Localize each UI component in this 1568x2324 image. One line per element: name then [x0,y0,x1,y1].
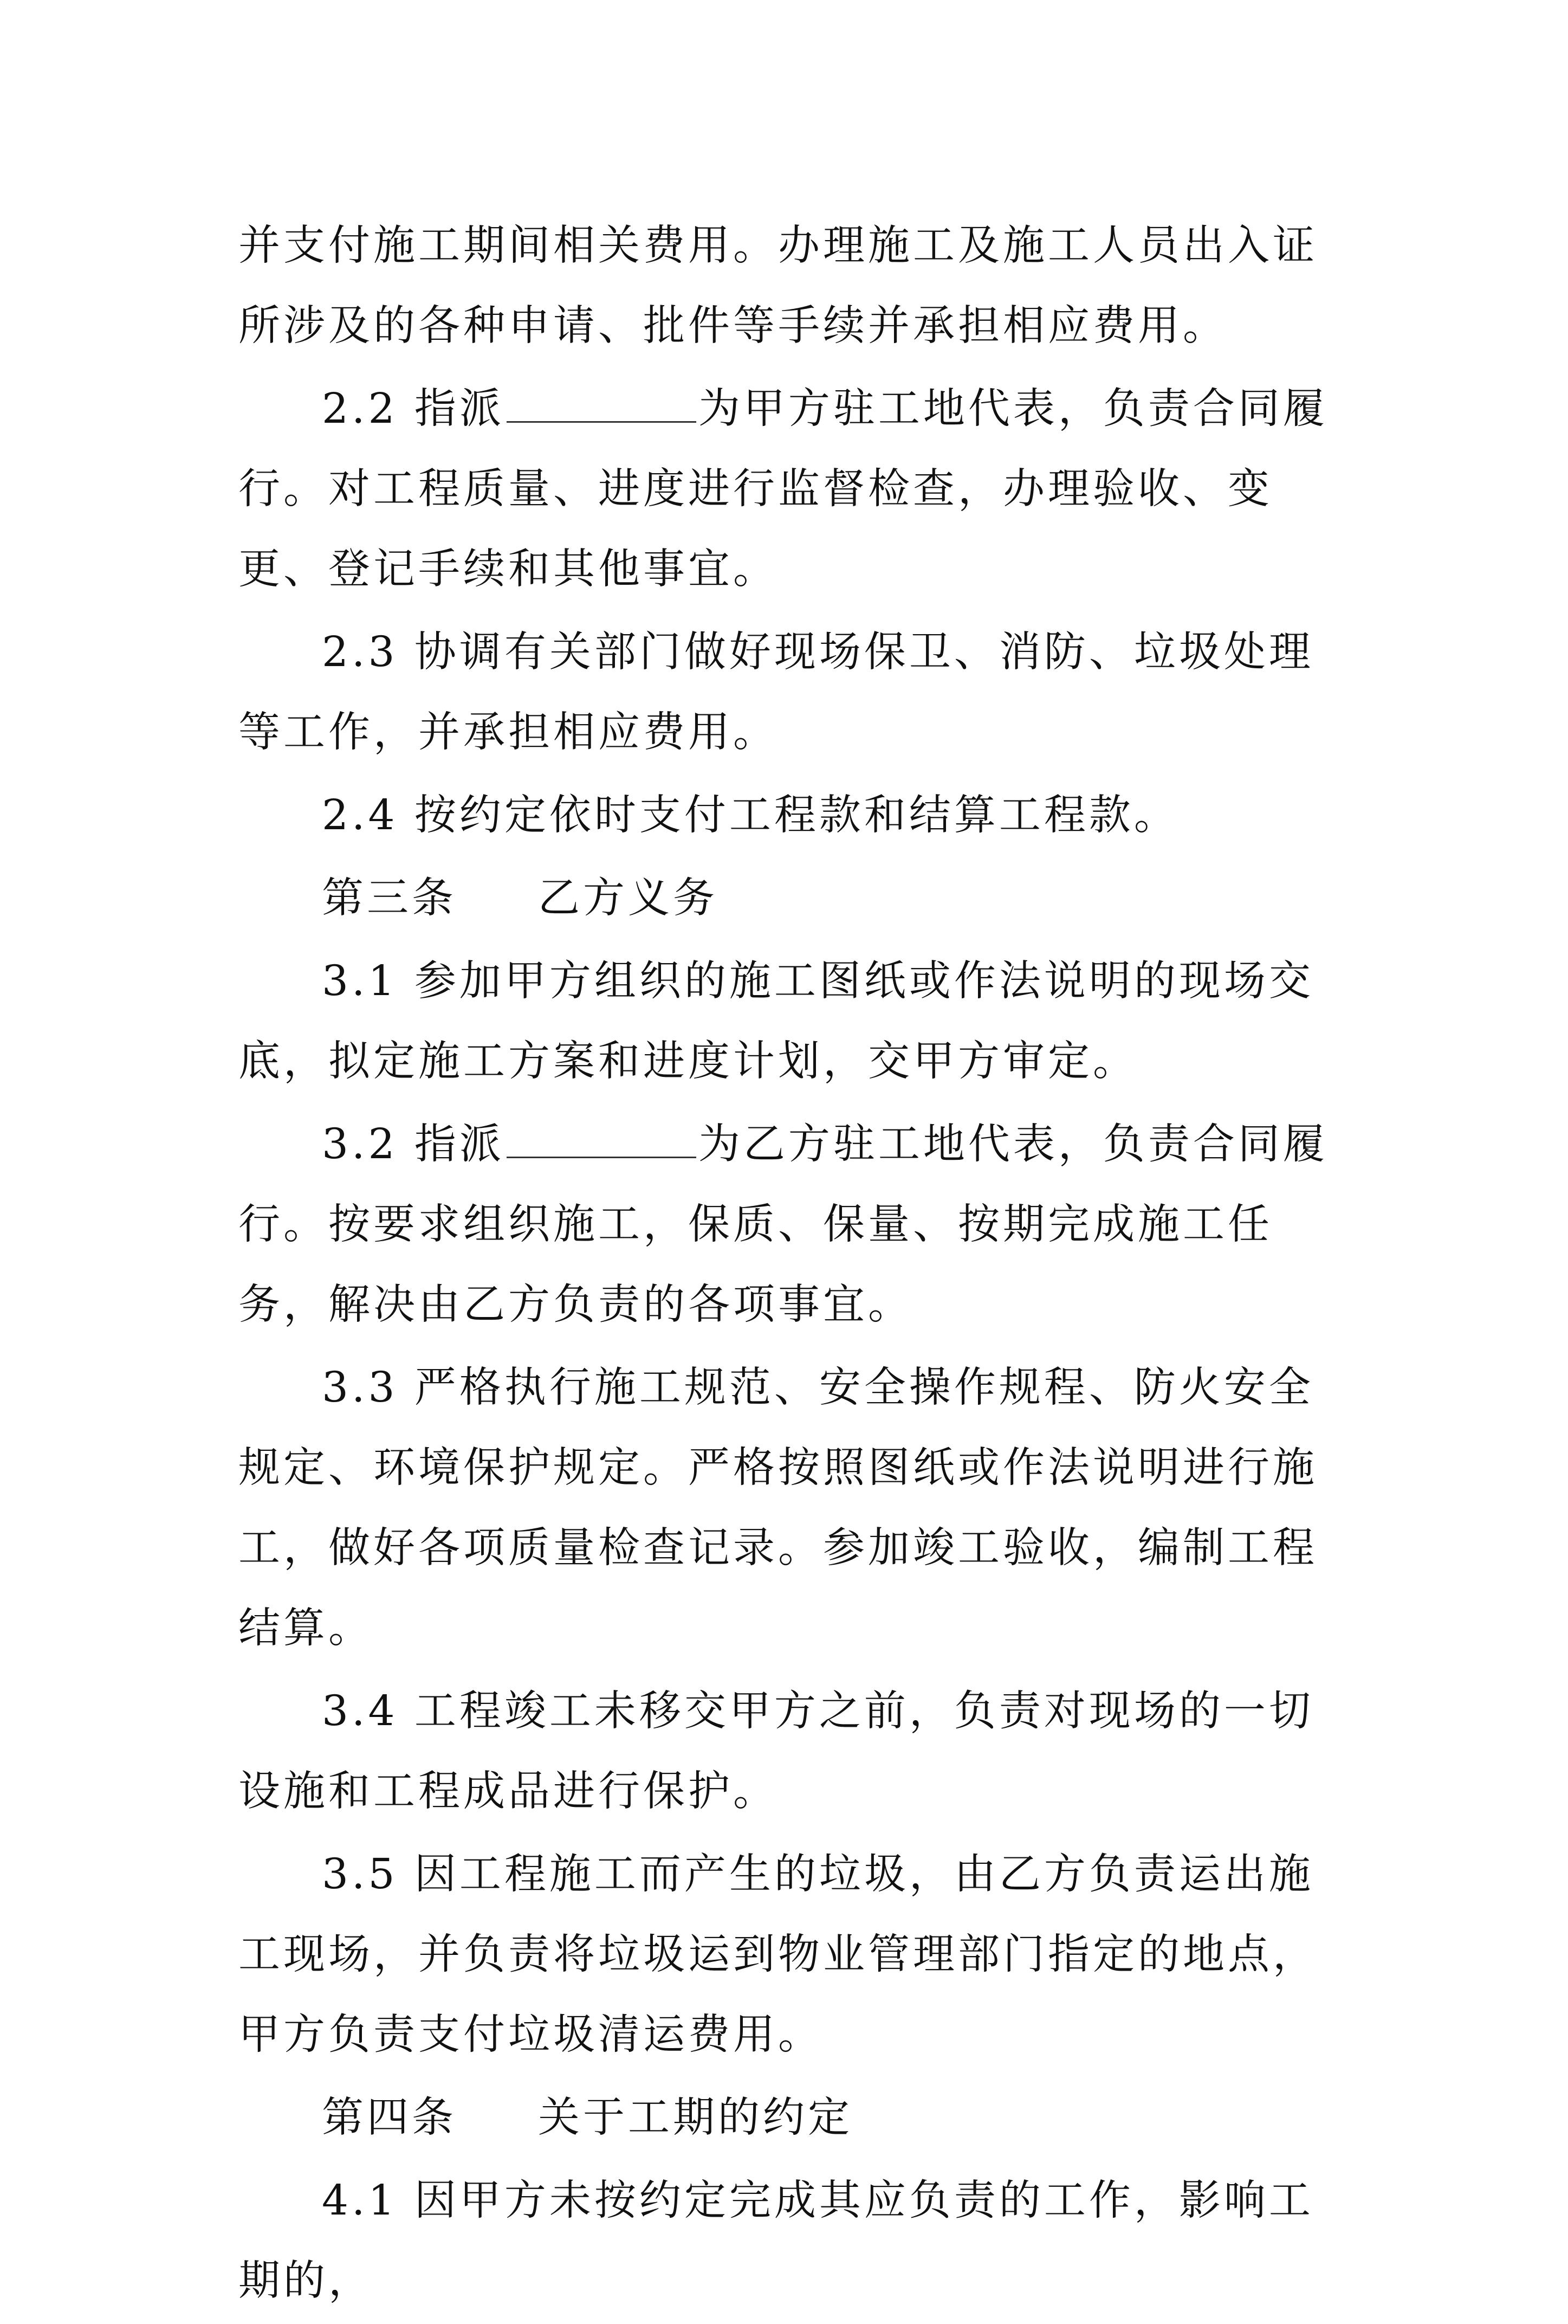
paragraph-3-3: 3.3 严格执行施工规范、安全操作规程、防火安全规定、环境保护规定。严格按照图纸或作法说明进行施工，做好各项质量检查记录。参加竣工验收，编制工程结算。 [238,1364,1318,1652]
article-4-title: 关于工期的约定 [538,2094,853,2142]
article-3-title: 乙方义务 [538,874,718,922]
representative-blank-field [507,420,696,423]
paragraph-2-4: 2.4 按约定依时支付工程款和结算工程款。 [322,791,1179,840]
contract-body [238,206,1344,2324]
paragraph-3-2 [238,1105,1344,1345]
paragraph-3-1: 3.1 参加甲方组织的施工图纸或作法说明的现场交底，拟定施工方案和进度计划，交甲方审定。 [238,957,1314,1086]
paragraph-2-2-rest: 为甲方驻工地代表，负责合同履行。对工程质量、进度进行监督检查，办理验收、变更、登记手续和其他事宜。 [238,385,1328,593]
representative-blank-field [507,1155,696,1158]
paragraph-2-3: 2.3 协调有关部门做好现场保卫、消防、垃圾处理等工作，并承担相应费用。 [238,628,1314,757]
paragraph-3-4: 3.4 工程竣工未移交甲方之前，负责对现场的一切设施和工程成品进行保护。 [238,1687,1314,1816]
article-4-label: 第四条 [322,2094,457,2142]
paragraph-3-2-rest: 为乙方驻工地代表，负责合同履行。按要求组织施工，保质、保量、按期完成施工任务，解决由乙方负责的各项事宜。 [238,1120,1328,1329]
article-4-heading [238,2078,1344,2158]
paragraph-4-1: 4.1 因甲方未按约定完成其应负责的工作，影响工期的， [238,2177,1314,2305]
paragraph-2-2 [238,369,1344,610]
article-3-label: 第三条 [322,874,457,922]
paragraph-2-2-lead: 2.2 指派 [322,385,504,433]
paragraph-3-2-lead: 3.2 指派 [322,1120,504,1169]
paragraph-continuation: 并支付施工期间相关费用。办理施工及施工人员出入证所涉及的各种申请、批件等手续并承担相应费用。 [238,222,1318,350]
paragraph-3-5: 3.5 因工程施工而产生的垃圾，由乙方负责运出施工现场，并负责将垃圾运到物业管理部门指定的地点，甲方负责支付垃圾清运费用。 [238,1850,1318,2059]
article-3-heading [238,858,1344,939]
